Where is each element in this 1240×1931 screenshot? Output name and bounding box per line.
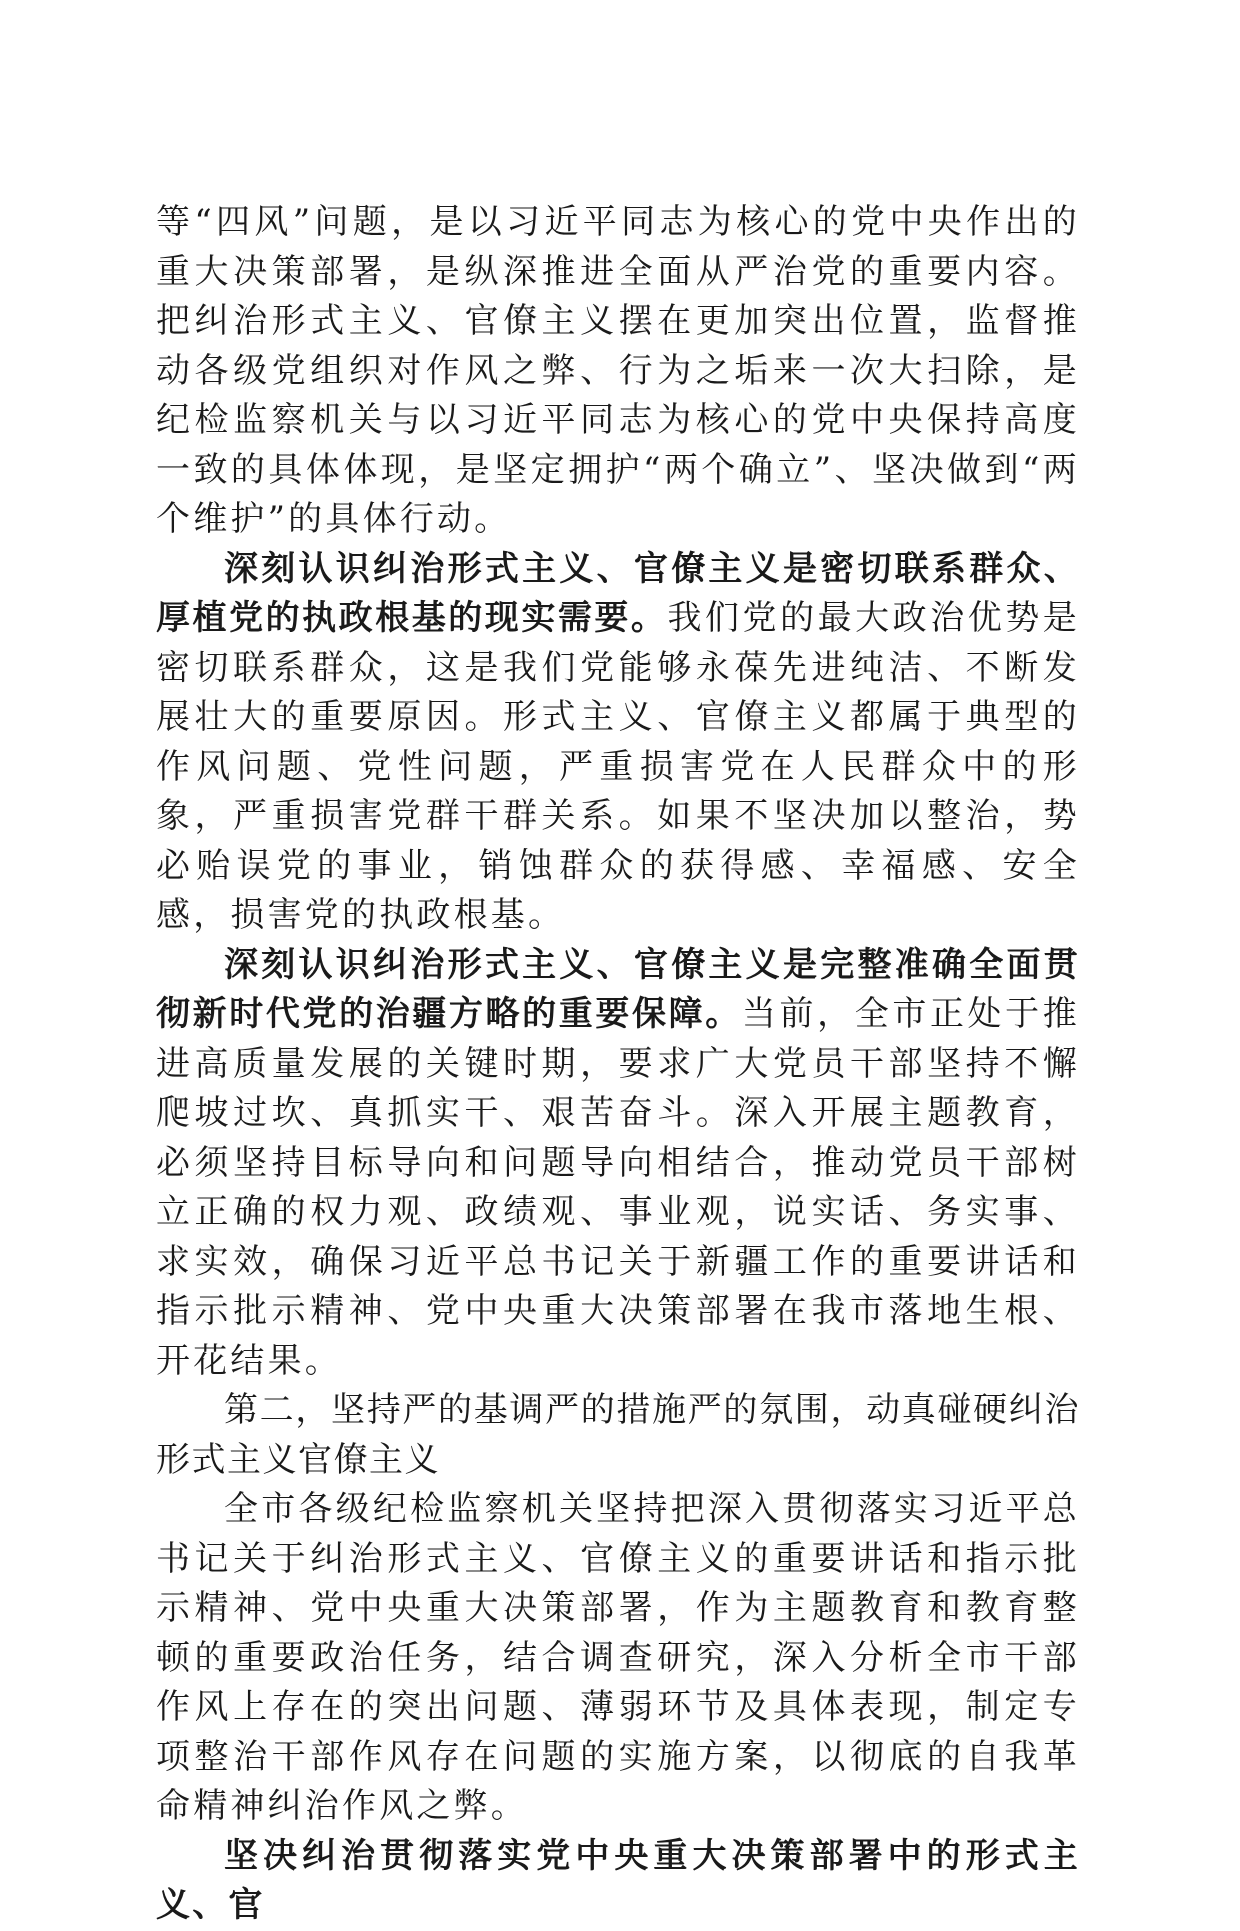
paragraph-lead-sentence: 深刻认识纠治形式主义、官僚主义是完整准确全面贯彻新时代党的治疆方略的重要保障。	[156, 944, 1080, 1034]
paragraph-text: 全市各级纪检监察机关坚持把深入贯彻落实习近平总书记关于纠治形式主义、官僚主义的重要讲话和指示批示精神、党中央重大决策部署，作为主题教育和教育整顿的重要政治任务，结合调查研究，深入分析全市干部作风上存在的突出问题、薄弱环节及具体表现，制定专项整治干部作风存在问题的实施方案，以彻底的自我革命精神纠治作风之弊。	[156, 1489, 1080, 1826]
paragraph-resolute-rectification	[156, 1832, 1080, 1931]
document-page	[156, 198, 1080, 1931]
paragraph-discipline-organs	[156, 1485, 1080, 1832]
paragraph-text: 我们党的最大政治优势是密切联系群众，这是我们党能够永葆先进纯洁、不断发展壮大的重要原因。形式主义、官僚主义都属于典型的作风问题、党性问题，严重损害党在人民群众中的形象，严重损害党群干群关系。如果不坚决加以整治，势必贻误党的事业，销蚀群众的获得感、幸福感、安全感，损害党的执政根基。	[156, 598, 1080, 935]
paragraph-mass-line	[156, 545, 1080, 941]
paragraph-continuation	[156, 198, 1080, 545]
paragraph-text: 当前，全市正处于推进高质量发展的关键时期，要求广大党员干部坚持不懈爬坡过坎、真抓实干、艰苦奋斗。深入开展主题教育，必须坚持目标导向和问题导向相结合，推动党员干部树立正确的权力观、政绩观、事业观，说实话、务实事、求实效，确保习近平总书记关于新疆工作的重要讲话和指示批示精神、党中央重大决策部署在我市落地生根、开花结果。	[156, 994, 1080, 1381]
paragraph-lead-sentence: 坚决纠治贯彻落实党中央重大决策部署中的形式主义、官	[156, 1835, 1080, 1925]
paragraph-text: 等“四风”问题，是以习近平同志为核心的党中央作出的重大决策部署，是纵深推进全面从严治党的重要内容。把纠治形式主义、官僚主义摆在更加突出位置，监督推动各级党组织对作风之弊、行为之垢来一次大扫除，是纪检监察机关与以习近平同志为核心的党中央保持高度一致的具体体现，是坚定拥护“两个确立”、坚决做到“两个维护”的具体行动。	[156, 202, 1080, 539]
paragraph-lead-sentence: 深刻认识纠治形式主义、官僚主义是密切联系群众、厚植党的执政根基的现实需要。	[156, 548, 1080, 638]
paragraph-xinjiang-strategy	[156, 941, 1080, 1387]
section-heading-second: 第二，坚持严的基调严的措施严的氛围，动真碰硬纠治形式主义官僚主义	[156, 1390, 1080, 1480]
